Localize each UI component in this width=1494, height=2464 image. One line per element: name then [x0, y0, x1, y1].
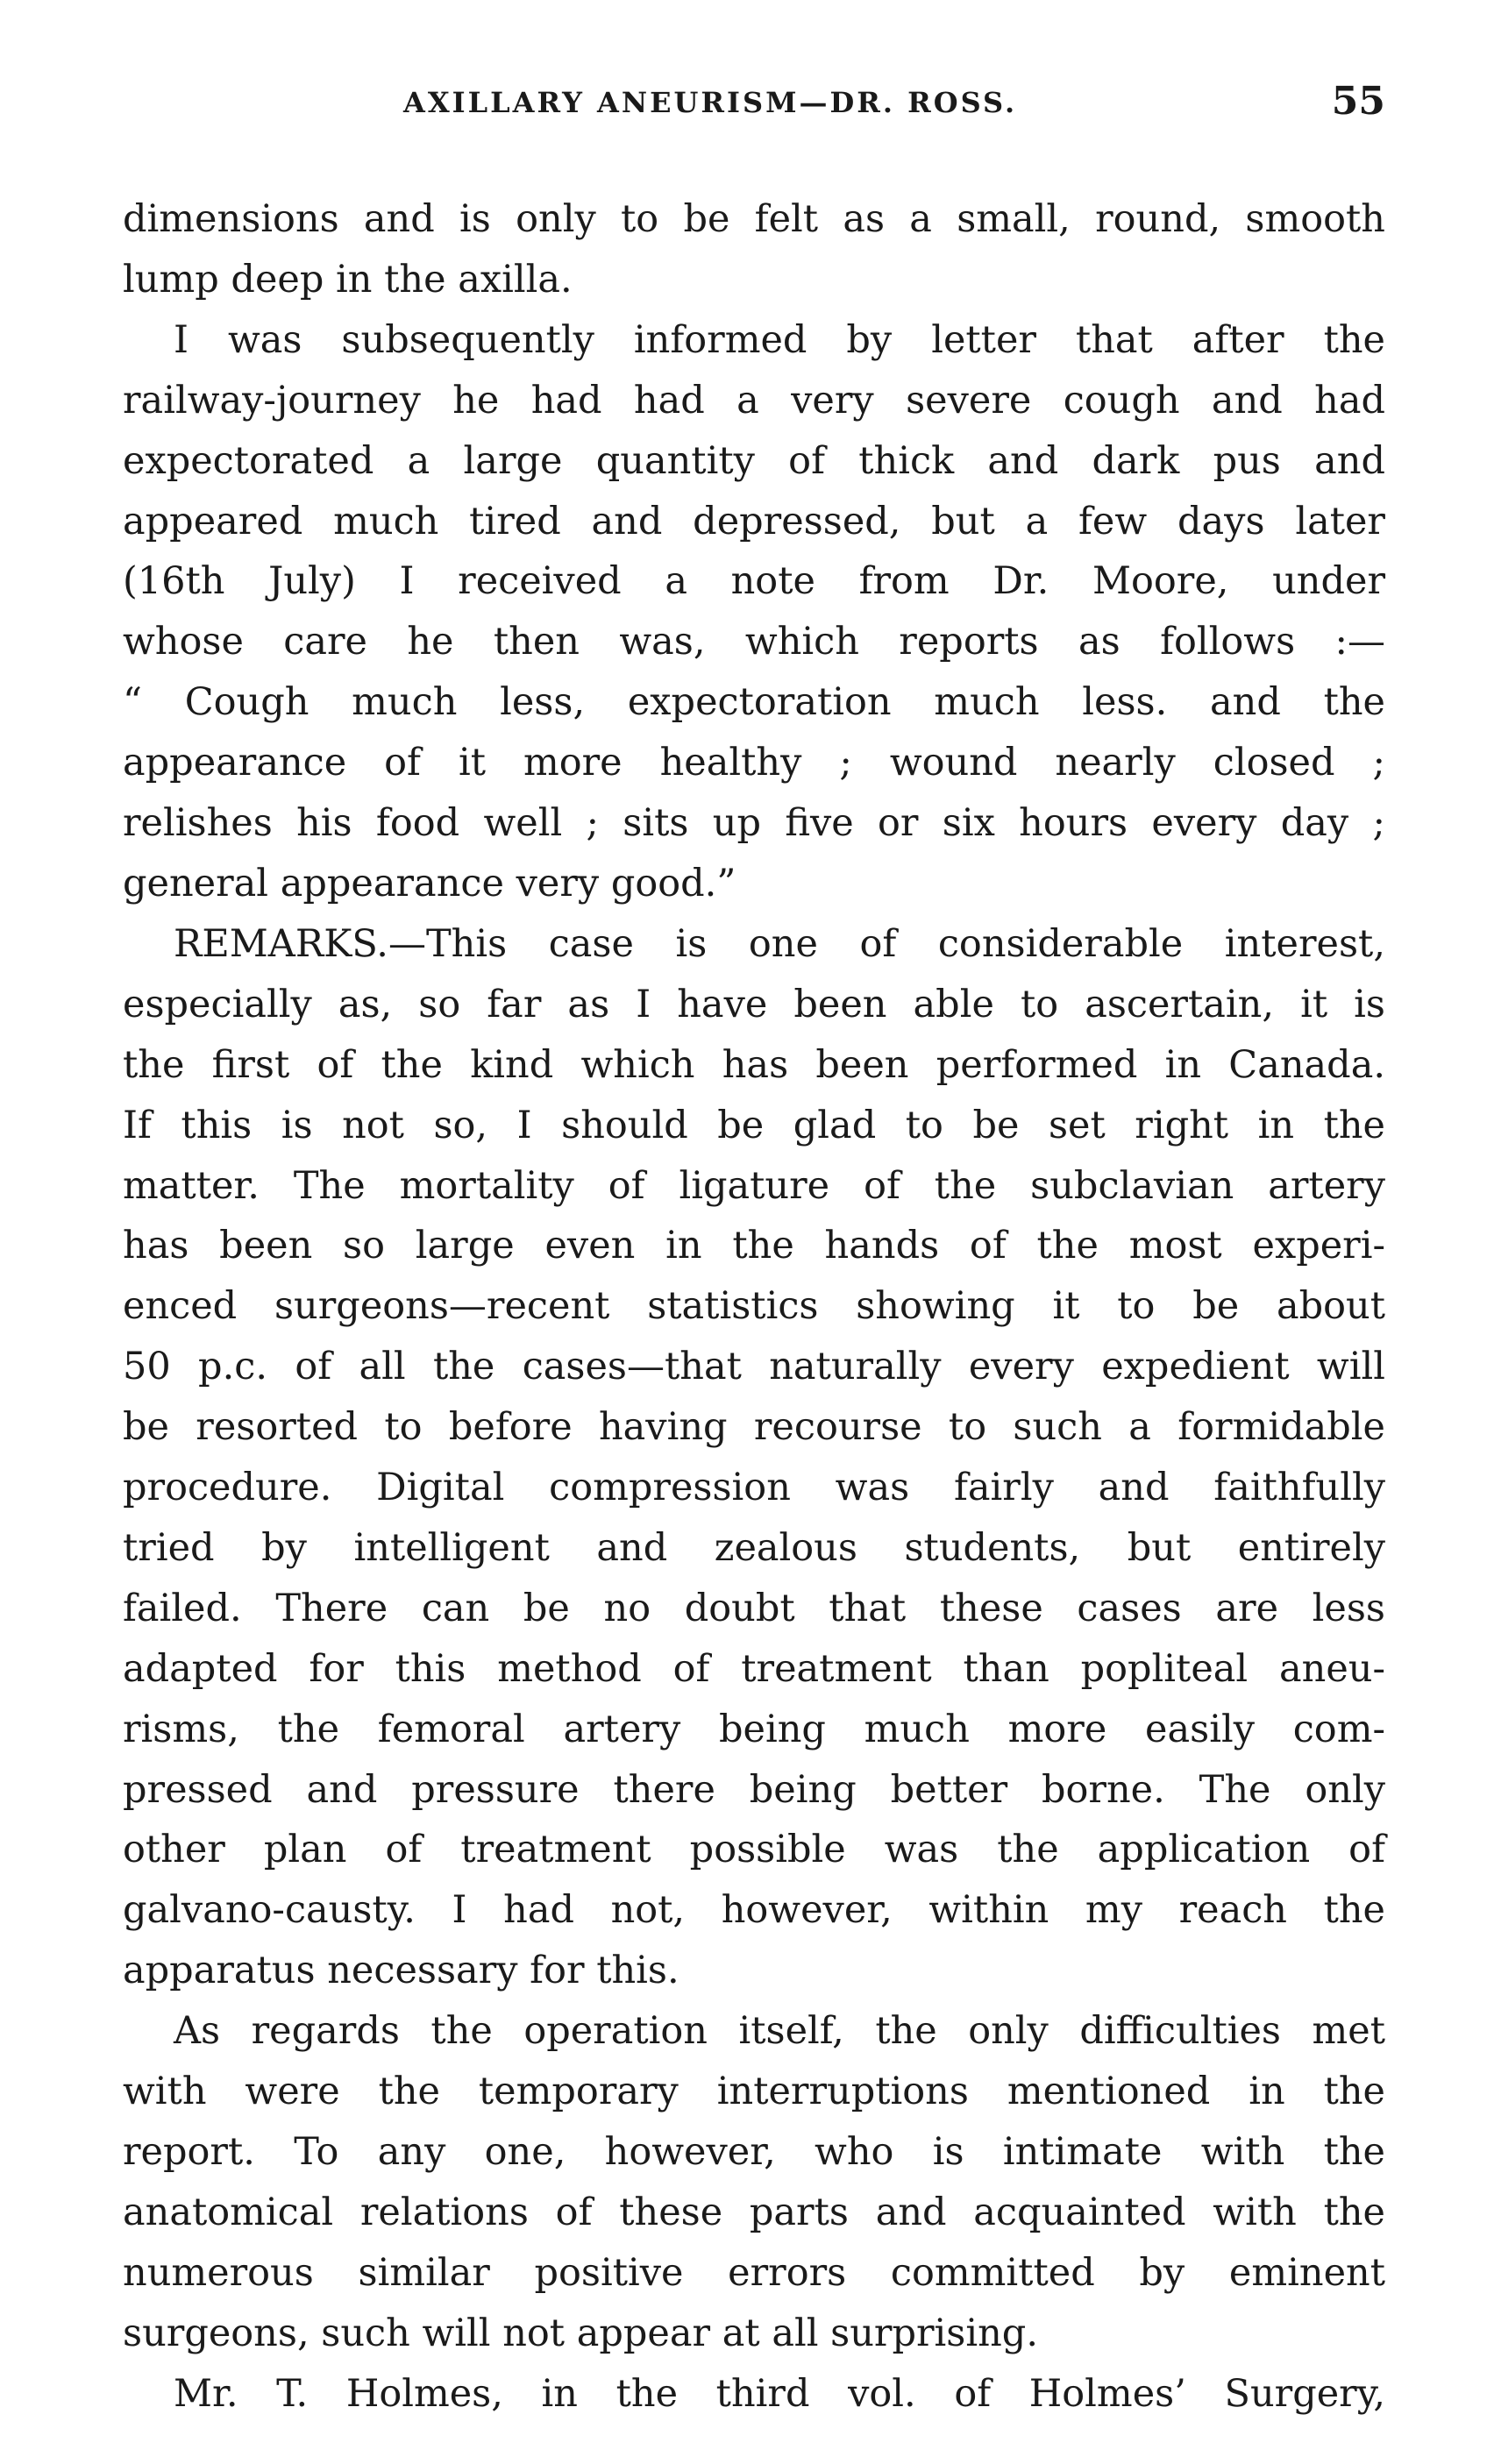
text-line: especially as, so far as I have been able to ascertain, it is — [123, 982, 1385, 1026]
text-line: apparatus necessary for this. — [123, 1949, 679, 1993]
text-line: other plan of treatment possible was the application of — [123, 1828, 1385, 1872]
body-text — [123, 189, 1385, 2425]
text-line: procedure. Digital compression was fairly and faithfully — [123, 1466, 1385, 1510]
text-line: REMARKS.—This case is one of considerable interest, — [174, 921, 1385, 966]
text-line: with were the temporary interruptions mentioned in the — [123, 2070, 1385, 2114]
text-line: surgeons, such will not appear at all surprising. — [123, 2311, 1038, 2355]
text-line: galvano-causty. I had not, however, within my reach the — [123, 1888, 1385, 1933]
text-line: If this is not so, I should be glad to be set right in the — [123, 1103, 1385, 1147]
text-line: “ Cough much less, expectoration much less. and the — [123, 680, 1385, 725]
text-line: risms, the femoral artery being much more easily com- — [123, 1707, 1385, 1751]
text-line: matter. The mortality of ligature of the subclavian artery — [123, 1163, 1385, 1208]
text-line: appearance of it more healthy ; wound nearly closed ; — [123, 741, 1385, 785]
text-line: failed. There can be no doubt that these cases are less — [123, 1586, 1385, 1630]
book-page — [123, 79, 1385, 2428]
text-line: enced surgeons—recent statistics showing it to be about — [123, 1284, 1385, 1329]
text-line: (16th July) I received a note from Dr. Moore, under — [123, 559, 1385, 604]
text-line: relishes his food well ; sits up five or six hours every day ; — [123, 801, 1385, 846]
text-line: anatomical relations of these parts and acquainted with the — [123, 2190, 1385, 2234]
text-line: I was subsequently informed by letter that after the — [174, 317, 1385, 362]
text-line: As regards the operation itself, the only difficulties met — [174, 2009, 1385, 2054]
running-title: AXILLARY ANEURISM—DR. ROSS. — [403, 86, 1018, 119]
text-line: report. To any one, however, who is intimate with the — [123, 2130, 1385, 2174]
text-line: expectorated a large quantity of thick and dark pus and — [123, 438, 1385, 483]
page-number: 55 — [1331, 79, 1385, 124]
text-line: numerous similar positive errors committed by eminent — [123, 2250, 1385, 2295]
text-line: general appearance very good.” — [123, 861, 736, 905]
text-line: Mr. T. Holmes, in the third vol. of Holmes’ Surgery, — [174, 2371, 1385, 2416]
text-line: be resorted to before having recourse to such a formidable — [123, 1405, 1385, 1450]
text-line: appeared much tired and depressed, but a few days later — [123, 499, 1385, 543]
running-head — [123, 79, 1385, 149]
text-line: railway-journey he had had a very severe cough and had — [123, 378, 1385, 423]
text-line: tried by intelligent and zealous students, but entirely — [123, 1525, 1385, 1570]
text-line: whose care he then was, which reports as follows :— — [123, 620, 1385, 664]
text-line: adapted for this method of treatment than popliteal aneu- — [123, 1646, 1385, 1691]
text-line: dimensions and is only to be felt as a small, round, smooth — [123, 197, 1385, 241]
text-line: lump deep in the axilla. — [123, 257, 573, 302]
text-line: has been so large even in the hands of the most experi- — [123, 1224, 1385, 1268]
text-line: 50 p.c. of all the cases—that naturally every expedient will — [123, 1345, 1385, 1389]
text-line: pressed and pressure there being better borne. The only — [123, 1767, 1385, 1812]
text-line: the first of the kind which has been performed in Canada. — [123, 1042, 1385, 1087]
